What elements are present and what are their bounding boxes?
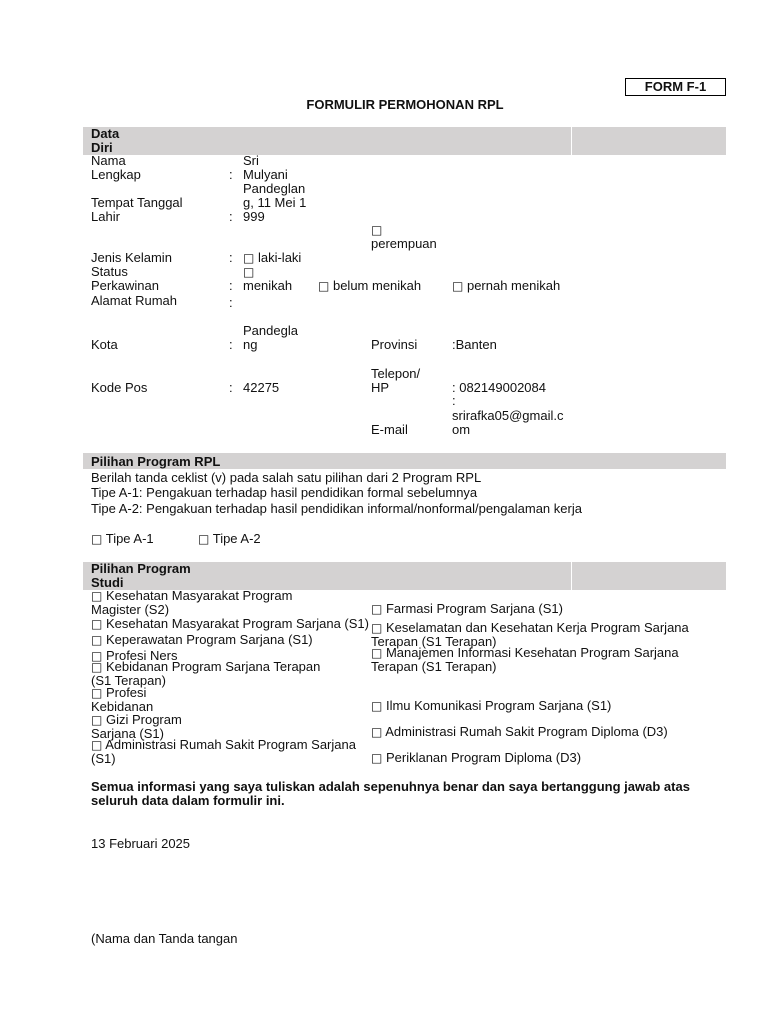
email-value: srirafka05@gmail.com xyxy=(452,408,564,437)
checkbox-icon: □ xyxy=(371,621,383,635)
option-label: pernah menikah xyxy=(466,278,561,293)
studi-option-right-4[interactable] xyxy=(371,699,711,713)
data-diri-header: Data Diri xyxy=(91,126,120,155)
option-label: Ilmu Komunikasi Program Sarjana (S1) xyxy=(385,698,612,713)
status-option-menikah: menikah xyxy=(243,278,293,293)
studi-option-right-3[interactable] xyxy=(371,646,721,674)
status-label: Status Perkawinan xyxy=(91,264,159,293)
jk-option-laki-laki[interactable] xyxy=(243,251,301,265)
colon: : xyxy=(229,167,233,182)
checkbox-icon: □ xyxy=(371,725,383,739)
status-option-belum-menikah[interactable] xyxy=(318,279,421,293)
tipe-a2-description: Tipe A-2: Pengakuan terhadap hasil pendidikan informal/nonformal/pengalaman kerja xyxy=(91,501,582,516)
option-label: Administrasi Rumah Sakit Program Diploma (D3) xyxy=(385,724,668,739)
colon: : xyxy=(229,337,233,352)
checkbox-icon: □ xyxy=(91,660,103,674)
nama-value: Sri Mulyani xyxy=(243,153,288,182)
option-tipe-a1[interactable] xyxy=(91,532,154,546)
studi-option-left-6[interactable] xyxy=(91,686,181,714)
studi-option-left-3[interactable] xyxy=(91,633,371,647)
header-divider xyxy=(571,127,572,155)
checkbox-icon: □ xyxy=(91,532,103,546)
option-label: Profesi Ners xyxy=(105,648,178,663)
studi-option-right-6[interactable] xyxy=(371,751,711,765)
checkbox-icon: □ xyxy=(243,251,255,265)
page-title: FORMULIR PERMOHONAN RPL xyxy=(306,97,504,112)
option-label: Periklanan Program Diploma (D3) xyxy=(385,750,582,765)
colon: : xyxy=(452,393,456,408)
option-label: Farmasi Program Sarjana (S1) xyxy=(385,601,563,616)
option-label: Kesehatan Masyarakat Program Magister (S2) xyxy=(91,588,293,617)
telepon-label: Telepon/ HP xyxy=(371,366,421,395)
telepon-value: : 082149002084 xyxy=(452,380,546,395)
checkbox-icon: □ xyxy=(91,633,103,647)
studi-option-left-8[interactable] xyxy=(91,738,361,766)
provinsi-value: :Banten xyxy=(452,337,497,352)
colon: : xyxy=(229,278,233,293)
checkbox-icon: □ xyxy=(371,646,383,660)
checkbox-icon: □ xyxy=(91,713,103,727)
colon: : xyxy=(229,250,233,265)
kota-label: Kota xyxy=(91,337,118,352)
date: 13 Februari 2025 xyxy=(91,836,191,851)
option-label: Keselamatan dan Kesehatan Kerja Program Sarjana Terapan (S1 Terapan) xyxy=(371,620,689,649)
option-label: Profesi Kebidanan xyxy=(91,685,154,714)
checkbox-icon: □ xyxy=(91,686,103,700)
option-label: Gizi Program Sarjana (S1) xyxy=(91,712,182,741)
statement: Semua informasi yang saya tuliskan adalah sepenuhnya benar dan saya bertanggung jawab atas seluruh data dalam formulir ini. xyxy=(91,779,690,808)
header-divider xyxy=(571,562,572,590)
ttl-label: Tempat Tanggal Lahir xyxy=(91,195,183,224)
kodepos-label: Kode Pos xyxy=(91,380,148,395)
provinsi-label: Provinsi xyxy=(371,337,418,352)
rpl-instruction: Berilah tanda ceklist (v) pada salah satu pilihan dari 2 Program RPL xyxy=(91,470,482,485)
kodepos-value: 42275 xyxy=(243,380,280,395)
studi-header: Pilihan Program Studi xyxy=(91,561,191,590)
checkbox-icon: □ xyxy=(371,602,383,616)
option-tipe-a2[interactable] xyxy=(198,532,261,546)
colon: : xyxy=(229,380,233,395)
nama-label: Nama Lengkap xyxy=(91,153,141,182)
checkbox-icon: □ xyxy=(91,738,103,752)
checkbox-icon: □ xyxy=(91,649,103,663)
option-label: Kesehatan Masyarakat Program Sarjana (S1) xyxy=(105,616,369,631)
option-label: laki-laki xyxy=(257,250,302,265)
checkbox-icon: □ xyxy=(371,751,383,765)
colon: : xyxy=(229,295,233,310)
status-option-pernah-menikah[interactable] xyxy=(452,279,560,293)
studi-option-right-5[interactable] xyxy=(371,725,711,739)
kota-value: Pandeglang xyxy=(243,323,298,352)
signature-label: (Nama dan Tanda tangan xyxy=(91,931,238,946)
jk-option-perempuan: perempuan xyxy=(371,236,437,251)
studi-option-left-1[interactable] xyxy=(91,589,341,617)
email-label: E-mail xyxy=(371,422,408,437)
checkbox-icon[interactable]: □ xyxy=(243,265,255,279)
checkbox-icon: □ xyxy=(318,279,330,293)
checkbox-icon: □ xyxy=(371,699,383,713)
data-diri-header-bar xyxy=(83,127,726,155)
studi-option-left-2[interactable] xyxy=(91,617,371,631)
alamat-label: Alamat Rumah xyxy=(91,293,177,308)
colon: : xyxy=(229,209,233,224)
checkbox-icon: □ xyxy=(452,279,464,293)
option-label: Tipe A-2 xyxy=(212,531,261,546)
studi-option-right-1[interactable] xyxy=(371,602,711,616)
checkbox-icon: □ xyxy=(91,617,103,631)
option-label: Tipe A-1 xyxy=(105,531,154,546)
rpl-header: Pilihan Program RPL xyxy=(91,454,221,469)
option-label: Administrasi Rumah Sakit Program Sarjana (S1) xyxy=(91,737,356,766)
form-code-box: FORM F-1 xyxy=(625,78,726,96)
ttl-value: Pandeglang, 11 Mei 1999 xyxy=(243,181,307,224)
checkbox-icon: □ xyxy=(198,532,210,546)
option-label: Keperawatan Program Sarjana (S1) xyxy=(105,632,313,647)
option-label: Manajemen Informasi Kesehatan Program Sarjana Terapan (S1 Terapan) xyxy=(371,645,679,674)
checkbox-icon[interactable]: □ xyxy=(371,223,383,237)
studi-option-left-5[interactable] xyxy=(91,660,341,688)
option-label: belum menikah xyxy=(332,278,422,293)
tipe-a1-description: Tipe A-1: Pengakuan terhadap hasil pendidikan formal sebelumnya xyxy=(91,485,478,500)
checkbox-icon: □ xyxy=(91,589,103,603)
jk-label: Jenis Kelamin xyxy=(91,250,172,265)
option-label: Kebidanan Program Sarjana Terapan (S1 Terapan) xyxy=(91,659,321,688)
